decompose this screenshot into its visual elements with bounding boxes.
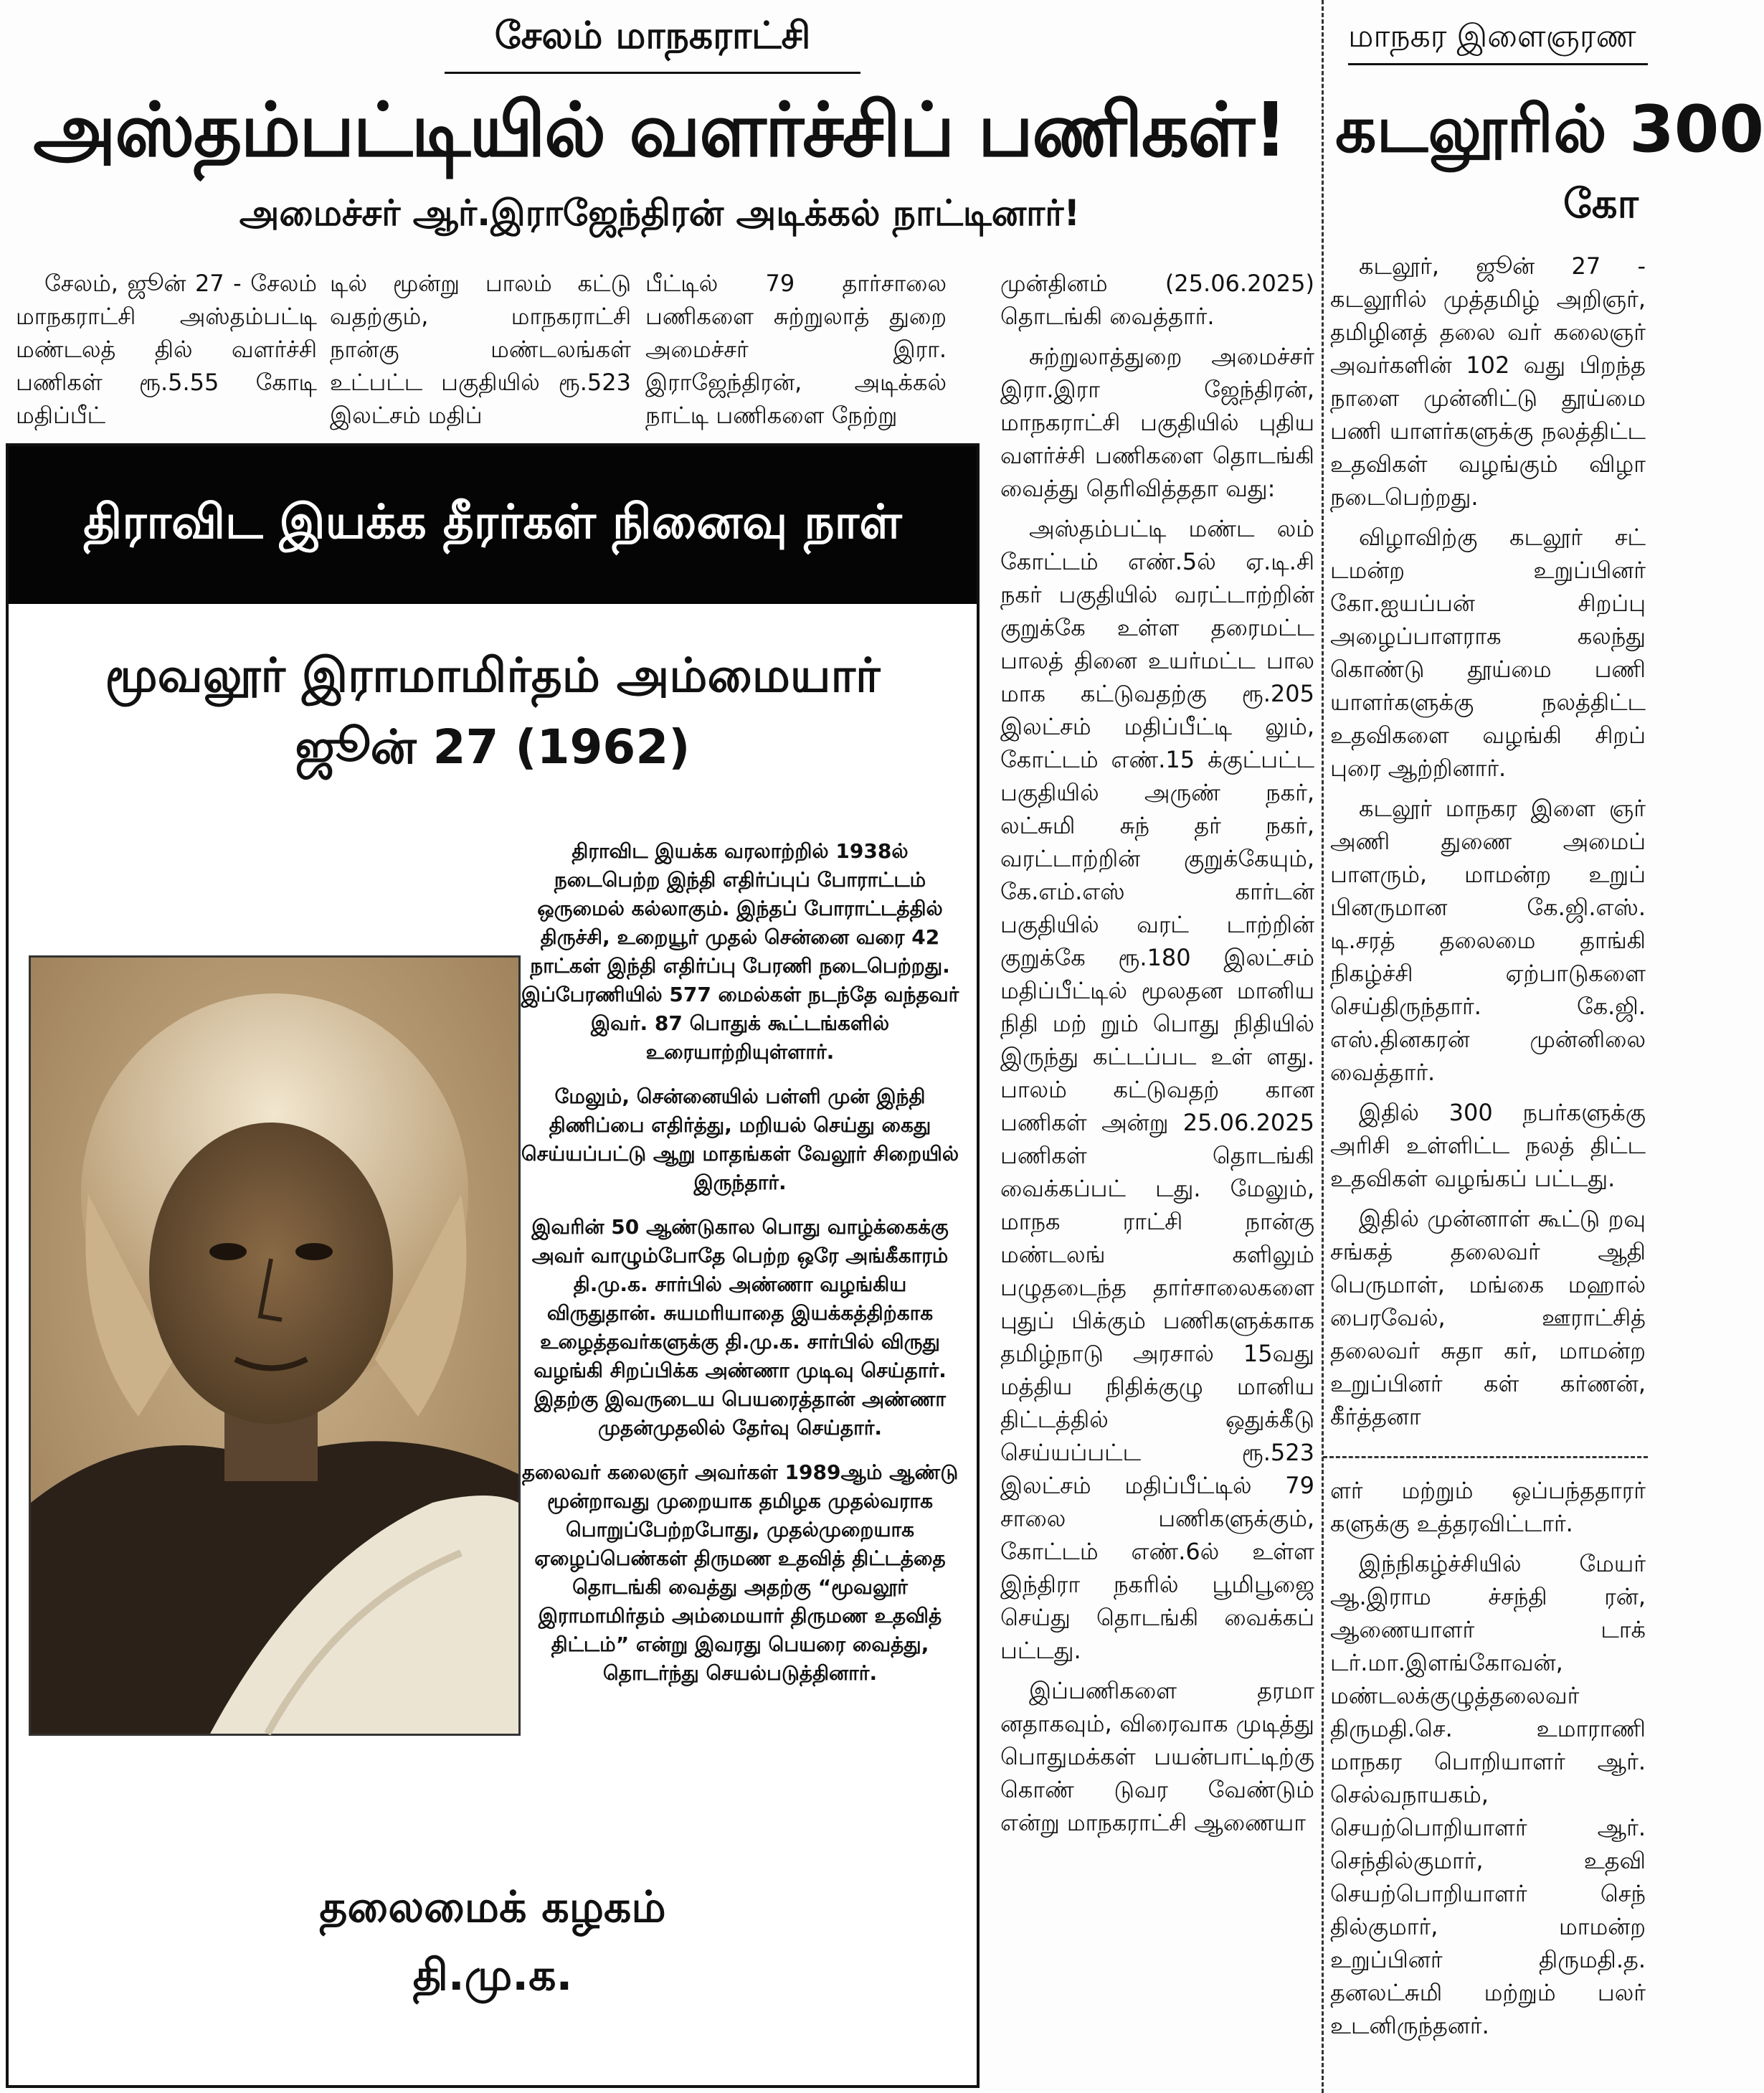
side-paragraph: கடலூர் மாநகர இளை ஞர் அணி துணை அமைப் பாளரும், மாமன்ற உறுப் பினருமான கே.ஜி.எஸ். டி.சரத் தலைமை தாங்கி நிகழ்ச்சி ஏற்பாடுகளை செய்திருந்தார். கே.ஜி. எஸ்.தினகரன் முன்னிலை வைத்தார். — [1330, 795, 1646, 1086]
article-paragraph: இப்பணிகளை தரமா னதாகவும், விரைவாக முடித்து பொதுமக்கள் பயன்பாட்டிற்கு கொண் டுவர வேண்டும் என்று மாநகராட்சி ஆணையா — [1000, 1677, 1314, 1836]
article-paragraph: சுற்றுலாத்துறை அமைச்சர் இரா.இரா ஜேந்திரன், மாநகராட்சி பகுதியில் புதிய வளர்ச்சி பணிகளை தொடங்கி வைத்து தெரிவித்ததா வது: — [1000, 343, 1314, 502]
article-paragraph: சேலம், ஜூன் 27 - சேலம் மாநகராட்சி அஸ்தம்பட்டி மண்டலத் தில் வளர்ச்சி பணிகள் ரூ.5.55 கோடி மதிப்பீட் — [16, 270, 317, 429]
portrait-photo — [29, 955, 521, 1736]
portrait-illustration — [31, 958, 518, 1734]
bio-paragraph: திராவிட இயக்க வரலாற்றில் 1938ல் நடைபெற்ற இந்தி எதிர்ப்புப் போராட்டம் ஒருமைல் கல்லாகும். இந்தப் போராட்டத்தில் திருச்சி, உறையூர் முதல் சென்னை வரை 42 நாட்கள் இந்தி எதிர்ப்பு பேரணி நடைபெற்றது. இப்பேரணியில் 577 மைல்கள் நடந்தே வந்தவர் இவர். 87 பொதுக் கூட்டங்களில் உரையாற்றியுள்ளார். — [521, 839, 959, 1064]
article-paragraph: முன்தினம் (25.06.2025) தொடங்கி வைத்தார். — [1000, 270, 1314, 330]
story-divider — [1323, 1456, 1648, 1458]
bio-paragraph: மேலும், சென்னையில் பள்ளி முன் இந்தி திணிப்பை எதிர்த்து, மறியல் செய்து கைது செய்யப்பட்டு ஆறு மாதங்கள் வேலூர் சிறையில் இருந்தார். — [521, 1085, 959, 1194]
article-paragraph: டில் மூன்று பாலம் கட்டு வதற்கும், மாநகராட்சி நான்கு மண்டலங்கள் உட்பட்ட பகுதியில் ரூ.523 இலட்சம் மதிப் — [330, 270, 631, 429]
side-paragraph: இதில் 300 நபர்களுக்கு அரிசி உள்ளிட்ட நலத் திட்ட உதவிகள் வழங்கப் பட்டது. — [1330, 1099, 1646, 1192]
advert-biography — [518, 837, 962, 1704]
bio-paragraph: தலைவர் கலைஞர் அவர்கள் 1989ஆம் ஆண்டு மூன்றாவது முறையாக தமிழக முதல்வராக பொறுப்பேற்றபோது, முதல்முறையாக ஏழைப்பெண்கள் திருமண உதவித் திட்டத்தை தொடங்கி வைத்து அதற்கு “மூவலூர் இராமாமிர்தம் அம்மையார் திருமண உதவித் திட்டம்” என்று இவரது பெயரை வைத்து, தொடர்ந்து செயல்படுத்தினார். — [521, 1460, 959, 1685]
article-column-4 — [1000, 267, 1314, 1846]
side-subheadline: கோ — [1563, 181, 1639, 227]
article-paragraph: பீட்டில் 79 தார்சாலை பணிகளை சுற்றுலாத் துறை அமைச்சர் இரா. இராஜேந்திரன், அடிக்கல் நாட்டி பணிகளை நேற்று — [645, 270, 947, 429]
kicker-underline — [445, 72, 860, 74]
article-paragraph: இந்நிகழ்ச்சியில் மேயர் ஆ.இராம ச்சந்தி ரன், ஆணையாளர் டாக் டர்.மா.இளங்கோவன், மண்டலக்குழுத்தலைவர் திருமதி.செ. உமாராணி மாநகர பொறியாளர் ஆர். செல்வநாயகம், செயற்பொறியாளர் ஆர். செந்தில்குமார், உதவி செயற்பொறியாளர் செந் தில்குமார், மாமன்ற உறுப்பினர் திருமதி.த. தனலட்சுமி மற்றும் பலர் உடனிருந்தனர். — [1330, 1550, 1646, 2039]
side-article-column — [1330, 250, 1646, 1440]
section-kicker: சேலம் மாநகராட்சி — [494, 14, 811, 57]
advert-title-band: திராவிட இயக்க தீரர்கள் நினைவு நாள் — [9, 446, 977, 604]
signature-line-1: தலைமைக் கழகம் — [319, 1882, 666, 1932]
advert-heading — [9, 640, 977, 783]
article-column-3 — [645, 267, 947, 432]
advert-signature — [9, 1874, 977, 2010]
article-column-1 — [16, 267, 317, 438]
side-paragraph: கடலூர், ஜூன் 27 - கடலூரில் முத்தமிழ் அறிஞர், தமிழினத் தலை வர் கலைஞர் அவர்களின் 102 வது பிறந்த நாளை முன்னிட்டு தூய்மை பணி யாளர்களுக்கு நலத்திட்ட உதவிகள் வழங்கும் விழா நடைபெற்றது. — [1330, 252, 1646, 511]
side-kicker-underline — [1348, 63, 1648, 65]
side-paragraph: இதில் முன்னாள் கூட்டு றவு சங்கத் தலைவர் ஆதி பெருமாள், மங்கை மஹால் பைரவேல், ஊராட்சித் தலைவர் சுதா கர், மாமன்ற உறுப்பினர் கள் கர்ணன், கீர்த்தனா — [1330, 1205, 1646, 1430]
side-section-kicker: மாநகர இளைஞரண — [1348, 18, 1636, 55]
article-paragraph: அஸ்தம்பட்டி மண்ட லம் கோட்டம் எண்.5ல் ஏ.டி.சி நகர் பகுதியில் வரட்டாற்றின் குறுக்கே உள்ள தரைமட்ட பாலத் தினை உயர்மட்ட பால மாக கட்டுவதற்கு ரூ.205 இலட்சம் மதிப்பீட்டி லும், கோட்டம் எண்.15 க்குட்பட்ட பகுதியில் அருண் நகர், லட்சுமி சுந் தர் நகர், வரட்டாற்றின் குறுக்கேயும், கே.எம்.எஸ் கார்டன் பகுதியில் வரட் டாற்றின் குறுக்கே ரூ.180 இலட்சம் மதிப்பீட்டில் மூலதன மானிய நிதி மற் றும் பொது நிதியில் இருந்து கட்டப்பட உள் ளது. பாலம் கட்டுவதற் கான பணிகள் அன்று 25.06.2025 பணிகள் தொடங்கி வைக்கப்பட் டது. மேலும், மாநக ராட்சி நான்கு மண்டலங் களிலும் பழுதடைந்த தார்சாலைகளை புதுப் பிக்கும் பணிகளுக்காக தமிழ்நாடு அரசால் 15வது மத்திய நிதிக்குழு மானிய திட்டத்தில் ஒதுக்கீடு செய்யப்பட்ட ரூ.523 இலட்சம் மதிப்பீட்டில் 79 சாலை பணிகளுக்கும், கோட்டம் எண்.6ல் உள்ள இந்திரா நகரில் பூமிபூஜை செய்து தொடங்கி வைக்கப் பட்டது. — [1000, 515, 1314, 1664]
main-article-continuation — [1330, 1474, 1646, 2049]
main-headline: அஸ்தம்பட்டியில் வளர்ச்சிப் பணிகள்! — [33, 86, 1286, 174]
memorial-advert — [6, 443, 980, 2088]
honoree-name: மூவலூர் இராமாமிர்தம் அம்மையார் — [105, 648, 881, 703]
bio-paragraph: இவரின் 50 ஆண்டுகால பொது வாழ்க்கைக்கு அவர் வாழும்போதே பெற்ற ஒரே அங்கீகாரம் தி.மு.க. சார்பில் அண்ணா வழங்கிய விருதுதான். சுயமரியாதை இயக்கத்திற்காக உழைத்தவர்களுக்கு தி.மு.க. சார்பில் விருது வழங்கி சிறப்பிக்க அண்ணா முடிவு செய்தார். இதற்கு இவருடைய பெயரைத்தான் அண்ணா முதன்முதலில் தேர்வு செய்தார். — [531, 1215, 949, 1440]
side-paragraph: விழாவிற்கு கடலூர் சட் டமன்ற உறுப்பினர் கோ.ஐயப்பன் சிறப்பு அழைப்பாளராக கலந்து கொண்டு தூய்மை பணி யாளர்களுக்கு நலத்திட்ட உதவிகளை வழங்கி சிறப் புரை ஆற்றினார். — [1330, 524, 1646, 782]
memorial-date: ஜூன் 27 (1962) — [295, 719, 691, 775]
article-column-2 — [330, 267, 631, 432]
column-divider — [1322, 0, 1324, 2093]
signature-line-2: தி.மு.க. — [412, 1950, 573, 2000]
main-subheadline: அமைச்சர் ஆர்.இராஜேந்திரன் அடிக்கல் நாட்டினார்! — [239, 192, 1081, 234]
side-headline: கடலூரில் 300 — [1335, 92, 1764, 167]
article-paragraph: ளர் மற்றும் ஒப்பந்ததாரர் களுக்கு உத்தரவிட்டார். — [1330, 1477, 1646, 1537]
